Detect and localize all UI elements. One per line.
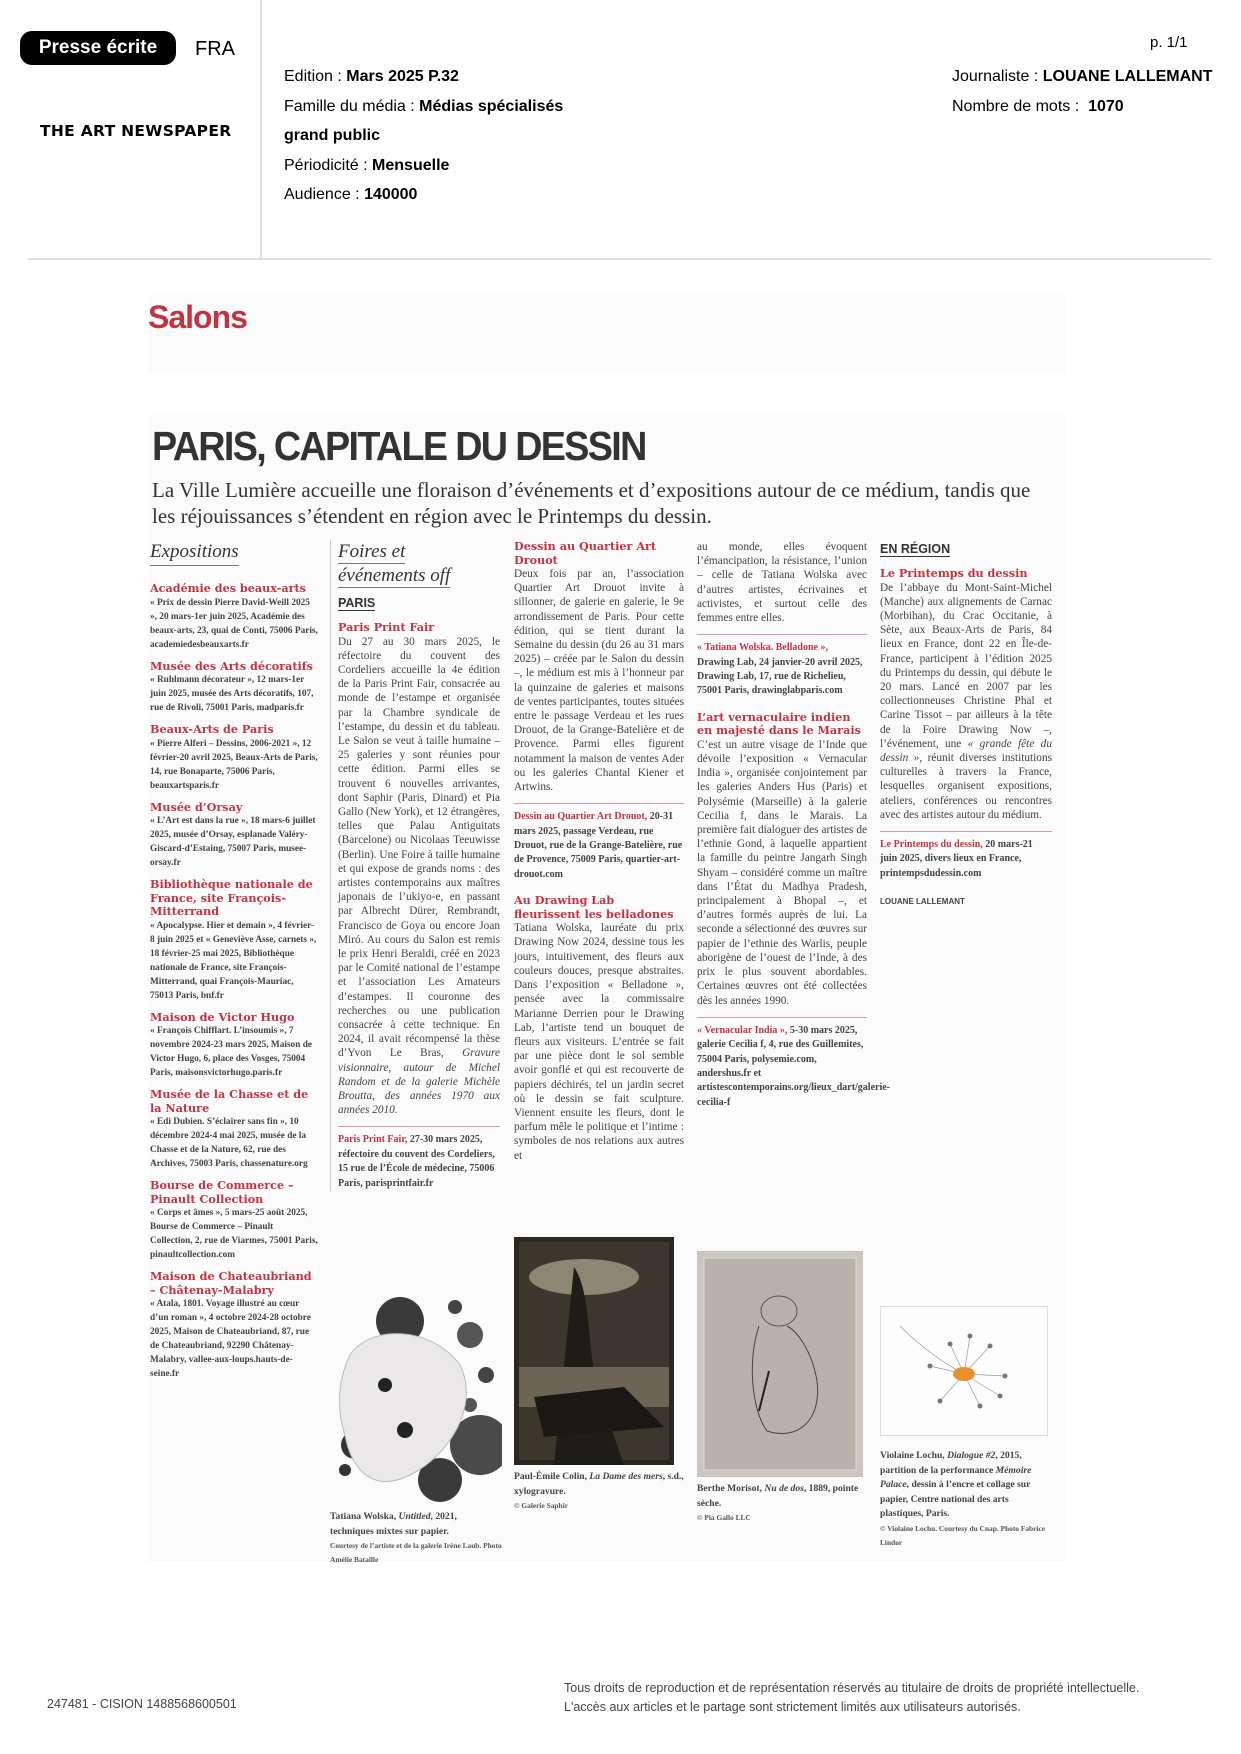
- figure-colin: [514, 1237, 684, 1513]
- drawing-lab-title: Au Drawing Lab fleurissent les belladones: [514, 893, 674, 921]
- figure-credit: Courtesy de l’artiste et de la galerie Irène Laub. Photo Amélie Bataille: [330, 1541, 502, 1564]
- article-standfirst: La Ville Lumière accueille une floraison d’événements et d’expositions autour de ce médium, tandis que les réjouissances s’étendent en région avec le Printemps du dessin.: [152, 478, 1031, 528]
- drawing-lab-body-cont: au monde, elles évoquent l’émancipation, la résistance, l’union – celle de Tatiana Wolska avec d’autres artistes, écrivaines et activistes, et surtout celle des femmes entre elles.: [697, 541, 867, 625]
- venue-info: « L’Art est dans la rue », 18 mars-6 juillet 2025, musée d’Orsay, esplanade Valéry-Giscard-d’Estaing, 75007 Paris, musee-orsay.fr: [150, 816, 316, 868]
- vernacular-info: « Vernacular India », 5-30 mars 2025, galerie Cecilia f, 4, rue des Guillemites, 75004 Paris, polysemie.com, andershus.fr et artistescontemporains.org/lieux_dart/galerie-cecilia-f: [697, 1024, 891, 1108]
- venue-item: [150, 723, 318, 793]
- venue-info: « Corps et âmes », 5 mars-25 août 2025, Bourse de Commerce – Pinault Collection, 2, rue de Viarmes, 75001 Paris, pinaultcollection.com: [150, 1208, 318, 1260]
- family-value: Médias spécialisés: [419, 97, 564, 115]
- venue-item: [150, 1270, 318, 1381]
- audience-value: 140000: [364, 186, 418, 203]
- footer-id: 247481 - CISION 1488568600501: [47, 1697, 237, 1711]
- region-subsection: EN RÉGION: [880, 542, 951, 556]
- artwork-image-morisot: [697, 1251, 863, 1477]
- venue-item: [150, 660, 318, 716]
- rubric-clip: [148, 295, 1066, 373]
- header-horizontal-divider: [28, 258, 1211, 260]
- venue-info: « François Chifflart. L’insoumis », 7 novembre 2024-23 mars 2025, Maison de Victor Hugo, 6, place des Vosges, 75004 Paris, maisonsvictorhugo.paris.fr: [150, 1026, 312, 1078]
- paris-print-fair-body: Du 27 au 30 mars 2025, le réfectoire du couvent des Cordeliers accueille la 4e édition de la Paris Print Fair, consacrée au monde de l’estampe et organisée par la Chambre syndicale de l’estampe, du dessin et du tableau. Le Salon se veut à taille humaine – 25 galeries y sont réunies pour cette édition. Parmi elles se trouvent 6 nouvelles arrivantes, dont Saphir (Paris, Dinard) et Pia Gallo (New York), et 12 étrangères, telles que Palau Antiguitats (Barcelone) ou Nicolaas Teeuwisse (Berlin). Une Foire à taille humaine et qui expose de grands noms : des artistes contemporains aux maîtres japonais de l’ukiyo-e, en passant par Albrecht Dürer, Rembrandt, Francisco de Goya ou encore Joan Miró. Au cours du Salon est remis le prix Henri Beraldi, créé en 2023 par le Comité national de l’estampe et l’association Les Amateurs d’estampes. Il couronne des recherches ou une publication consacrée à cette technique. En 2024, il avait récompensé la thèse d’Yvon Le Bras, Gravure visionnaire, autour de Michel Random et de la galerie Michèle Broutta, des années 1970 aux années 2010.: [338, 635, 500, 1117]
- artwork-image-lochu: [880, 1306, 1048, 1436]
- drouot-title: Dessin au Quartier Art Drouot: [514, 539, 657, 567]
- vernacular-column: [697, 540, 891, 1110]
- figure-wolska: [330, 1295, 502, 1567]
- foires-title: Foires et événements off: [338, 541, 451, 586]
- venue-item: [150, 582, 318, 652]
- venue-item: [150, 1011, 318, 1081]
- venue-info: « Pierre Alferi – Dessins, 2006-2021 », 12 février-20 avril 2025, Beaux-Arts de Paris, 14, rue Bonaparte, 75006 Paris, beauxartsparis.fr: [150, 738, 318, 791]
- header-vertical-divider: [260, 0, 262, 258]
- media-metadata: [284, 62, 563, 210]
- expositions-column: [150, 540, 318, 1381]
- drouot-info: Dessin au Quartier Art Drouot, 20-31 mars 2025, passage Verdeau, rue Drouot, rue de la Grange-Batelière, rue de Provence, 75009 Paris, quartier-art-drouot.com: [514, 811, 683, 880]
- journalist-value: LOUANE LALLEMANT: [1042, 68, 1213, 85]
- drouot-column: [514, 540, 684, 1163]
- venue-info: « Prix de dessin Pierre David-Weill 2025 », 20 mars-1er juin 2025, Académie des beaux-arts, 23, quai de Conti, 75006 Paris, academiedesbeauxarts.fr: [150, 597, 318, 650]
- journalist-row: Journaliste : LOUANE LALLEMANT: [952, 68, 1213, 85]
- page-number: p. 1/1: [1150, 34, 1188, 51]
- publication-name: THE ART NEWSPAPER: [40, 122, 232, 140]
- info-divider: [697, 634, 867, 635]
- figure-credit: © Pia Gallo LLC: [697, 1513, 751, 1522]
- artwork-image-colin: [514, 1237, 674, 1465]
- periodicity-value: Mensuelle: [372, 156, 450, 174]
- venue-name: Musée d’Orsay: [150, 799, 243, 814]
- venue-info: « Apocalypse. Hier et demain », 4 février-8 juin 2025 et « Geneviève Asse, carnets », 18 février-25 mai 2025, Bibliothèque nationale de France, site François-Mitterrand, quai François-Mauriac, 75013 Paris, bnf.fr: [150, 920, 317, 1001]
- printemps-info: Le Printemps du dessin, 20 mars-21 juin 2025, divers lieux en France, printempsdudessin.com: [880, 838, 1033, 879]
- figure-morisot: [697, 1251, 867, 1525]
- venue-info: « Atala, 1801. Voyage illustré au cœur d’un roman », 4 octobre 2024-28 octobre 2025, Maison de Chateaubriand, 87, rue de Chateaubriand, 92290 Châtenay-Malabry, vallee-aux-loups.hauts-de-seine.fr: [150, 1299, 311, 1379]
- figure-caption: Violaine Lochu, Dialogue #2, 2015, partition de la performance Mémoire Palace, dessin à l’encre et collage sur papier, Centre national des arts plastiques, Paris.: [880, 1450, 1032, 1519]
- figure-credit: © Violaine Lochu. Courtesy du Cnap. Photo Fabrice Lindor: [880, 1523, 1046, 1547]
- figure-caption: Paul-Émile Colin, La Dame des mers, s.d., xylogravure.: [514, 1471, 684, 1497]
- word-count-row: Nombre de mots : 1070: [952, 97, 1124, 115]
- edition-value: Mars 2025 P.32: [346, 68, 459, 85]
- article-byline: LOUANE LALLEMANT: [880, 897, 965, 907]
- venue-name: Maison de Chateaubriand – Châtenay-Malabry: [150, 1269, 312, 1297]
- language-label: FRA: [195, 38, 235, 60]
- venue-name: Maison de Victor Hugo: [150, 1009, 295, 1024]
- venue-list: [150, 582, 318, 1381]
- paris-print-fair-info: Paris Print Fair, 27-30 mars 2025, réfectoire du couvent des Cordeliers, 15 rue de l’École de médecine, 75006 Paris, parisprintfair.fr: [338, 1134, 495, 1189]
- word-count-value: 1070: [1088, 97, 1124, 115]
- region-column: [880, 540, 1052, 906]
- info-divider: [880, 831, 1052, 832]
- info-divider: [514, 803, 684, 804]
- family-row: Famille du média : Médias spécialisés: [284, 97, 564, 115]
- venue-name: Musée des Arts décoratifs: [150, 658, 313, 673]
- article-clip: [148, 415, 1066, 1562]
- venue-name: Musée de la Chasse et de la Nature: [150, 1087, 309, 1115]
- footer-rights: Tous droits de reproduction et de représentation réservés au titulaire de droits de propriété intellectuelle. L'accès aux articles et le partage sont strictement limités aux utilisateurs autorisés.: [564, 1681, 1140, 1714]
- venue-info: « Ruhlmann décorateur », 12 mars-1er juin 2025, musée des Arts décoratifs, 107, rue de Rivoli, 75001 Paris, madparis.fr: [150, 675, 314, 713]
- family-row-cont: grand public: [284, 127, 380, 144]
- figure-caption: Berthe Morisot, Nu de dos, 1889, pointe sèche.: [697, 1483, 859, 1509]
- expositions-title: Expositions: [150, 540, 239, 566]
- info-divider: [697, 1017, 867, 1018]
- drawing-lab-body: Tatiana Wolska, lauréate du prix Drawing Now 2024, dessine tous les jours, intuitivement, des fleurs aux couleurs douces, presque abstraites. Dans l’exposition « Belladone », pensée avec la commissaire Marianne Derrien pour le Drawing Lab, l’artiste tend un bouquet de fleurs aux visiteurs. L’entrée se fait par une pièce dont le sol semble avoir gonflé et qui est recouverte de papiers déchirés, tel un jardin secret où le dessin se fait sculpture. Viennent ensuite les fleurs, dont le parfum mêle le politique et l’intime : symboles de nos relations aux autres et: [514, 922, 684, 1162]
- figure-credit: © Galerie Saphir: [514, 1501, 568, 1510]
- venue-item: [150, 801, 318, 871]
- info-divider: [338, 1126, 500, 1127]
- venue-name: Bourse de Commerce – Pinault Collection: [150, 1178, 294, 1206]
- drouot-body: Deux fois par an, l’association Quartier Art Drouot invite à sillonner, de galerie en galerie, le 9e arrondissement de Paris. Pour cette édition, qui se tient durant la Semaine du dessin (du 26 au 31 mars 2025) – créée par le Salon du dessin –, le médium est mis à l’honneur par la quinzaine de galeries et maisons de ventes participantes, toutes situées entre le passage Verdeau et les rues Drouot, de la Grange-Batelière et de Provence. Parmi elles figurent notamment la maison de ventes Ader ou les galeries Chantal Kiener et Artwins.: [514, 568, 684, 794]
- article-headline: PARIS, CAPITALE DU DESSIN: [152, 423, 646, 469]
- printemps-body: De l’abbaye du Mont-Saint-Michel (Manche) aux alignements de Carnac (Morbihan), du Crac Occitanie, à Sète, aux Beaux-Arts de Paris, 84 lieux en France, dont 22 en Île-de-France, participent à l’édition 2025 du Printemps du dessin, qui débute le 20 mars. Lancé en 2007 par les collectionneuses Christine Phal et Carine Tissot – par ailleurs à la tête de la Foire Drawing Now –, l’événement, une « grande fête du dessin », réunit diverses institutions culturelles à travers la France, lesquelles organisent expositions, ateliers, conférences ou rencontres avec des artistes autour du médium.: [880, 581, 1053, 821]
- media-type-badge: Presse écrite: [20, 31, 176, 65]
- rubric-title: Salons: [148, 299, 247, 335]
- author-metadata: [952, 62, 1212, 121]
- audience-row: Audience : 140000: [284, 186, 418, 203]
- vernacular-body: C’est un autre visage de l’Inde que dévoile l’exposition « Vernacular India », organisée conjointement par les galeries Anders Hus (Paris) et Polysémie (Marseille) à la galerie Cecilia f, dans le Marais. La première fait dialoguer des artistes de l’ethnie Gond, à laquelle appartient la famille du peintre Jangarh Singh Shyam – considéré comme un maître dans l’État du Madhya Pradesh, principalement à Bhopal –, et d’autres formés auprès de lui. La seconde a sélectionné des œuvres sur papier de l’ethnie des Warlis, peuple aborigène de l’ouest de l’Inde, à des prix le plus souvent abordables. Certaines œuvres ont été collectées dès les années 1990.: [697, 738, 867, 1007]
- drawing-lab-info: « Tatiana Wolska. Belladone », Drawing Lab, 24 janvier-20 avril 2025, Drawing Lab, 17, rue de Richelieu, 75001 Paris, drawinglabparis.com: [697, 642, 863, 697]
- vernacular-title: L’art vernaculaire indien en majesté dans le Marais: [697, 709, 861, 738]
- venue-item: [150, 878, 318, 1003]
- venue-info: « Edi Dubien. S’éclairer sans fin », 10 décembre 2024-4 mai 2025, musée de la Chasse et de la Nature, 62, rue des Archives, 75003 Paris, chassenature.org: [150, 1117, 308, 1169]
- venue-item: [150, 1179, 318, 1262]
- venue-name: Académie des beaux-arts: [150, 581, 306, 595]
- figure-lochu: [880, 1306, 1052, 1550]
- paris-subsection: PARIS: [338, 596, 376, 610]
- figure-caption: Tatiana Wolska, Untitled, 2021, techniques mixtes sur papier.: [330, 1511, 457, 1537]
- edition-row: Edition : Mars 2025 P.32: [284, 68, 459, 85]
- venue-item: [150, 1088, 318, 1171]
- paris-print-fair-title: Paris Print Fair: [338, 620, 435, 634]
- venue-name: Bibliothèque nationale de France, site François-Mitterrand: [150, 877, 313, 918]
- foires-column: [330, 540, 500, 1191]
- periodicity-row: Périodicité : Mensuelle: [284, 156, 450, 174]
- venue-name: Beaux-Arts de Paris: [150, 722, 274, 736]
- artwork-image-wolska: [330, 1295, 502, 1505]
- printemps-title: Le Printemps du dessin: [880, 566, 1028, 580]
